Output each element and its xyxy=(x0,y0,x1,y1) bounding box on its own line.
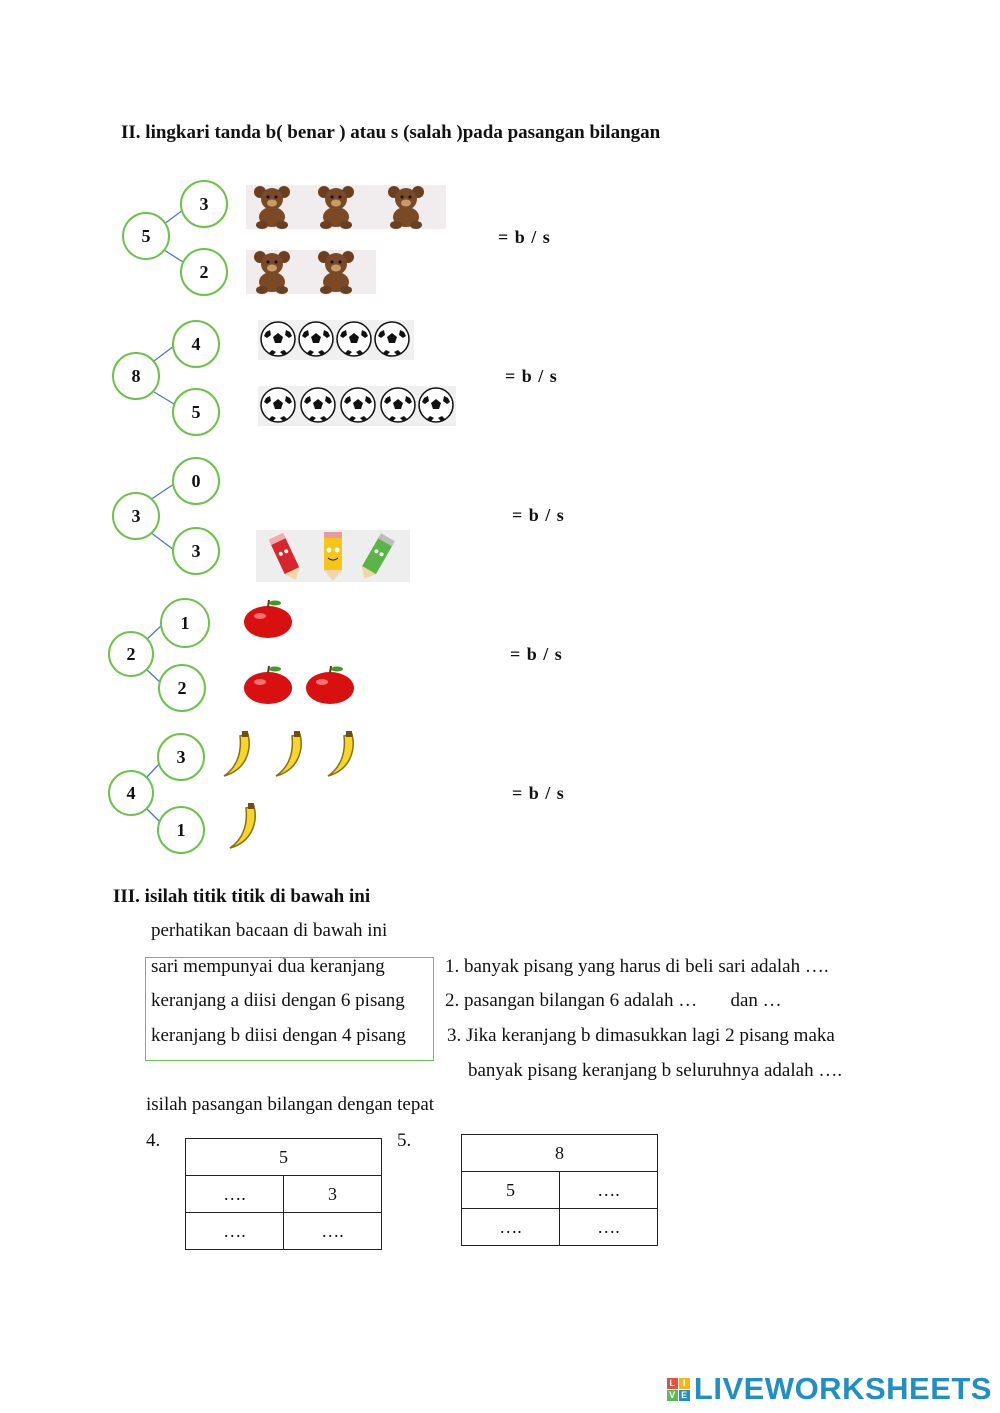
bond-part-circle: 1 xyxy=(160,598,210,648)
teddy-bear-icon xyxy=(254,251,290,294)
table-part-cell[interactable]: …. xyxy=(560,1172,658,1209)
logo-letter: I xyxy=(679,1378,690,1389)
bond-part-circle: 3 xyxy=(157,733,205,781)
question-2[interactable]: 2. pasangan bilangan 6 adalah … dan … xyxy=(445,990,782,1011)
table-part-cell[interactable]: …. xyxy=(186,1213,284,1250)
table-part-cell[interactable]: …. xyxy=(462,1209,560,1246)
liveworksheets-brand[interactable] xyxy=(667,1371,992,1407)
bond-line xyxy=(154,392,174,404)
banana-group xyxy=(224,802,268,852)
bond-part-circle: 5 xyxy=(172,388,220,436)
table-whole-cell: 8 xyxy=(462,1135,658,1172)
table-part-cell[interactable]: 3 xyxy=(284,1176,382,1213)
answer-choice[interactable]: = b / s xyxy=(510,644,563,664)
apple-icon xyxy=(306,666,354,704)
bond-part-circle: 1 xyxy=(157,806,205,854)
story-line: keranjang a diisi dengan 6 pisang xyxy=(151,990,405,1011)
bond-part-circle: 0 xyxy=(172,457,220,505)
banana-icon xyxy=(328,731,353,776)
banana-icon xyxy=(230,803,255,848)
section-3-heading: III. isilah titik titik di bawah ini xyxy=(113,886,371,907)
table-part-cell[interactable]: 5 xyxy=(462,1172,560,1209)
bond-line xyxy=(150,484,174,500)
table-part-cell[interactable]: …. xyxy=(186,1176,284,1213)
soccer-ball-group xyxy=(258,320,414,360)
soccer-ball-icon xyxy=(261,322,295,356)
bond-whole-circle: 8 xyxy=(112,352,160,400)
teddy-bear-icon xyxy=(318,251,354,294)
logo-letter: E xyxy=(679,1390,690,1401)
brand-text: LIVEWORKSHEETS xyxy=(693,1371,992,1406)
reading-intro: perhatikan bacaan di bawah ini xyxy=(151,920,388,941)
bond-part-circle: 3 xyxy=(180,180,228,228)
section-2-heading: II. lingkari tanda b( benar ) atau s (salah )pada pasangan bilangan xyxy=(121,122,661,143)
banana-icon xyxy=(276,731,301,776)
soccer-ball-icon xyxy=(301,388,335,422)
yellow-pencil-icon xyxy=(324,532,342,581)
soccer-ball-icon xyxy=(381,388,415,422)
question-3-continued[interactable]: banyak pisang keranjang b seluruhnya adalah …. xyxy=(468,1060,843,1081)
bond-whole-circle: 5 xyxy=(122,212,170,260)
banana-group xyxy=(218,730,364,780)
soccer-ball-group xyxy=(258,386,456,426)
bond-whole-circle: 3 xyxy=(112,492,160,540)
story-line: keranjang b diisi dengan 4 pisang xyxy=(151,1025,406,1046)
bond-whole-circle: 2 xyxy=(108,631,154,677)
story-line: sari mempunyai dua keranjang xyxy=(151,956,385,977)
soccer-ball-icon xyxy=(337,322,371,356)
logo-letter: V xyxy=(667,1390,678,1401)
apple-icon xyxy=(244,666,292,704)
pencil-characters-group xyxy=(256,530,410,582)
bond-part-circle: 2 xyxy=(158,664,206,712)
soccer-ball-icon xyxy=(419,388,453,422)
banana-icon xyxy=(224,731,249,776)
teddy-bear-group xyxy=(246,250,376,294)
apple-icon xyxy=(244,600,292,638)
bond-part-circle: 2 xyxy=(180,248,228,296)
table-label: 5. xyxy=(397,1130,412,1151)
bond-line xyxy=(164,250,183,262)
table-part-cell[interactable]: …. xyxy=(284,1213,382,1250)
apple-group xyxy=(242,664,356,706)
bond-whole-circle: 4 xyxy=(108,770,154,816)
question-3[interactable]: 3. Jika keranjang b dimasukkan lagi 2 pisang maka xyxy=(447,1025,835,1046)
red-pencil-icon xyxy=(269,533,304,582)
table-part-cell[interactable]: …. xyxy=(560,1209,658,1246)
number-bond-table xyxy=(461,1134,658,1246)
bond-part-circle: 4 xyxy=(172,320,220,368)
answer-choice[interactable]: = b / s xyxy=(498,227,551,247)
soccer-ball-icon xyxy=(341,388,375,422)
apple-group xyxy=(242,598,294,640)
question-1[interactable]: 1. banyak pisang yang harus di beli sari adalah …. xyxy=(445,956,829,977)
answer-choice[interactable]: = b / s xyxy=(505,366,558,386)
teddy-bear-icon xyxy=(318,186,354,229)
teddy-bear-icon xyxy=(388,186,424,229)
bond-line xyxy=(164,210,183,224)
bond-part-circle: 3 xyxy=(172,527,220,575)
soccer-ball-icon xyxy=(375,322,409,356)
soccer-ball-icon xyxy=(261,388,295,422)
table-instruction: isilah pasangan bilangan dengan tepat xyxy=(146,1094,435,1115)
table-whole-cell: 5 xyxy=(186,1139,382,1176)
soccer-ball-icon xyxy=(299,322,333,356)
bond-line xyxy=(150,532,174,550)
answer-choice[interactable]: = b / s xyxy=(512,505,565,525)
teddy-bear-icon xyxy=(254,186,290,229)
bond-line xyxy=(154,346,174,361)
liveworksheets-logo-icon xyxy=(667,1378,690,1401)
table-label: 4. xyxy=(146,1130,161,1151)
green-pencil-icon xyxy=(357,533,395,582)
teddy-bear-group xyxy=(246,185,446,229)
answer-choice[interactable]: = b / s xyxy=(512,783,565,803)
logo-letter: L xyxy=(667,1378,678,1389)
number-bond-table xyxy=(185,1138,382,1250)
